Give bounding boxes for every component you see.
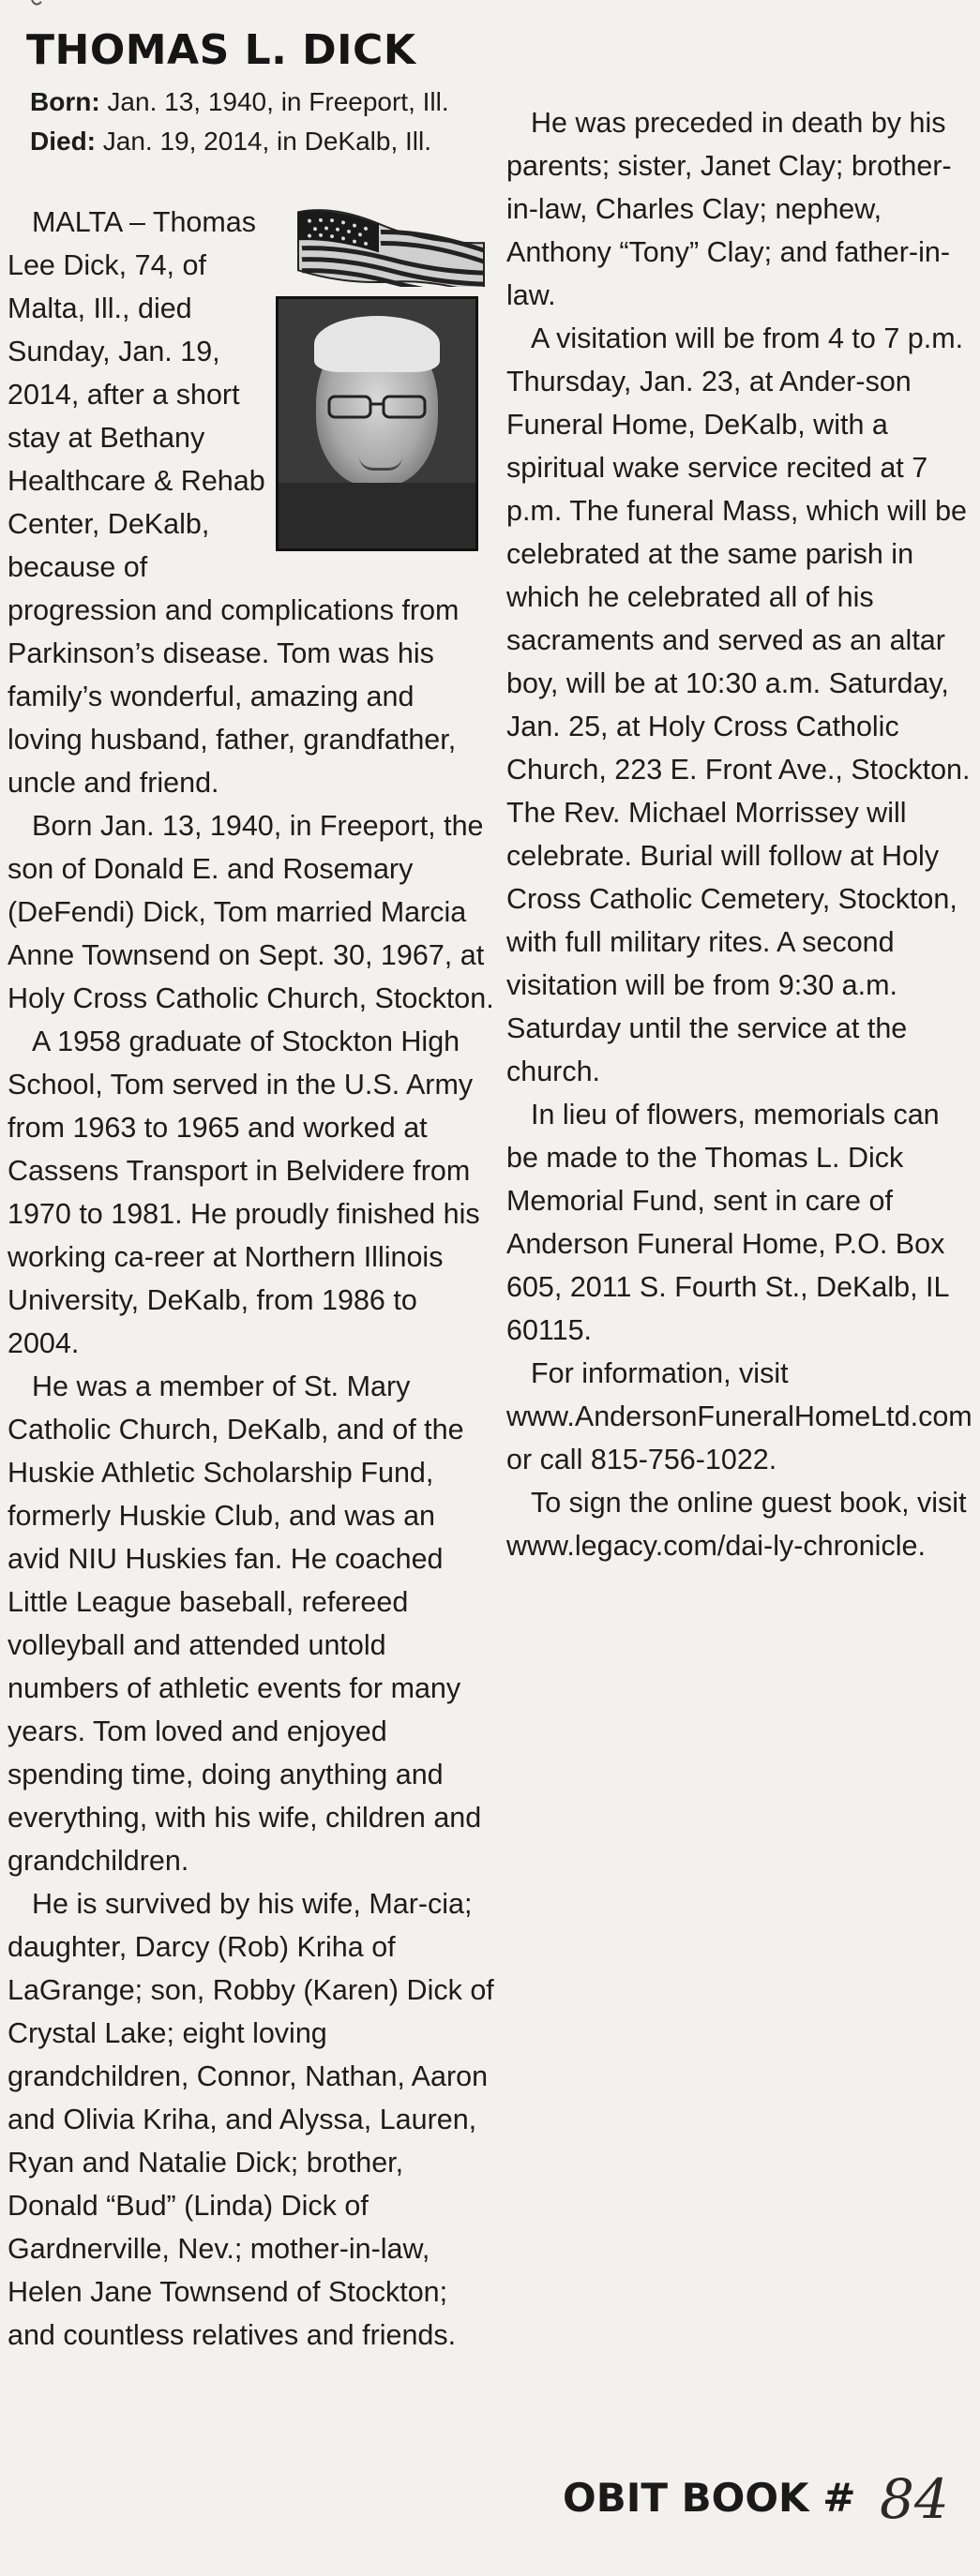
born-line: [30, 82, 449, 122]
obit-book-number: 84: [880, 2467, 949, 2531]
body-paragraph: MALTA – Thomas Lee Dick, 74, of Malta, Ill., died Sunday, Jan. 19, 2014, after a short stay at Bethany Healthcare & Rehab Center, DeKalb, because of progression and complications from Parkinson’s disease. Tom was his family’s wonderful, amazing and loving husband, father, grandfather, uncle and friend.: [8, 206, 460, 799]
obituary-name: THOMAS L. DICK: [26, 26, 416, 74]
body-paragraph: He was a member of St. Mary Catholic Church, DeKalb, and of the Huskie Athletic Scholarship Fund, formerly Huskie Club, and was an avid NIU Huskies fan. He coached Little League baseball, refereed volleyball and attended untold numbers of athletic events for many years. Tom loved and enjoyed spending time, doing anything and everything, with his wife, children and grandchildren.: [8, 1370, 482, 1877]
body-paragraph: He is survived by his wife, Mar-cia; daughter, Darcy (Rob) Kriha of LaGrange; son, Robby (Karen) Dick of Crystal Lake; eight loving grandchildren, Connor, Nathan, Aaron and Olivia Kriha, and Alyssa, Lauren, Ryan and Natalie Dick; brother, Donald “Bud” (Linda) Dick of Gardnerville, Nev.; mother-in-law, Helen Jane Townsend of Stockton; and countless relatives and friends.: [8, 1888, 494, 2351]
body-paragraph: To sign the online guest book, visit www.legacy.com/dai-ly-chronicle.: [506, 1487, 967, 1562]
body-paragraph: For information, visit www.AndersonFuneralHomeLtd.com or call 815-756-1022.: [506, 1357, 972, 1475]
us-flag-icon: [278, 201, 495, 287]
left-column: [8, 201, 495, 2357]
born-label: Born:: [30, 87, 100, 116]
body-paragraph: He was preceded in death by his parents; sister, Janet Clay; brother-in-law, Charles Clay; nephew, Anthony “Tony” Clay; and father-in-law.: [506, 107, 952, 311]
dates-block: [30, 82, 449, 161]
portrait-photo: [276, 296, 478, 551]
body-paragraph: A 1958 graduate of Stockton High School, Tom served in the U.S. Army from 1963 to 1965 and worked at Cassens Transport in Belvidere from 1970 to 1981. He proudly finished his working ca-reer at Northern Illinois University, DeKalb, from 1986 to 2004.: [8, 1026, 480, 1359]
glasses-shape: [327, 393, 427, 421]
body-paragraph: In lieu of flowers, memorials can be made to the Thomas L. Dick Memorial Fund, sent in care of Anderson Funeral Home, P.O. Box 605, 2011 S. Fourth St., DeKalb, IL 60115.: [506, 1099, 949, 1346]
died-line: [30, 122, 449, 161]
body-paragraph: A visitation will be from 4 to 7 p.m. Thursday, Jan. 23, at Ander-son Funeral Home, DeKalb, with a spiritual wake service recited at 7 p.m. The funeral Mass, which will be celebrated at the same parish in which he celebrated all of his sacraments and served as an altar boy, will be at 10:30 a.m. Saturday, Jan. 25, at Holy Cross Catholic Church, 223 E. Front Ave., Stockton. The Rev. Michael Morrissey will celebrate. Burial will follow at Holy Cross Catholic Cemetery, Stockton, with full military rites. A second visitation will be from 9:30 a.m. Saturday until the service at the church.: [506, 322, 971, 1087]
born-value: Jan. 13, 1940, in Freeport, Ill.: [99, 87, 449, 116]
hair-shape: [314, 316, 440, 372]
pen-mark: [19, 0, 56, 13]
shirt-shape: [279, 483, 478, 548]
body-paragraph: Born Jan. 13, 1940, in Freeport, the son of Donald E. and Rosemary (DeFendi) Dick, Tom married Marcia Anne Townsend on Sept. 30, 1967, at Holy Cross Catholic Church, Stockton.: [8, 810, 494, 1014]
obit-book-label: OBIT BOOK #: [563, 2475, 856, 2521]
died-value: Jan. 19, 2014, in DeKalb, Ill.: [96, 127, 431, 156]
died-label: Died:: [30, 127, 96, 156]
right-column: [506, 101, 975, 1567]
